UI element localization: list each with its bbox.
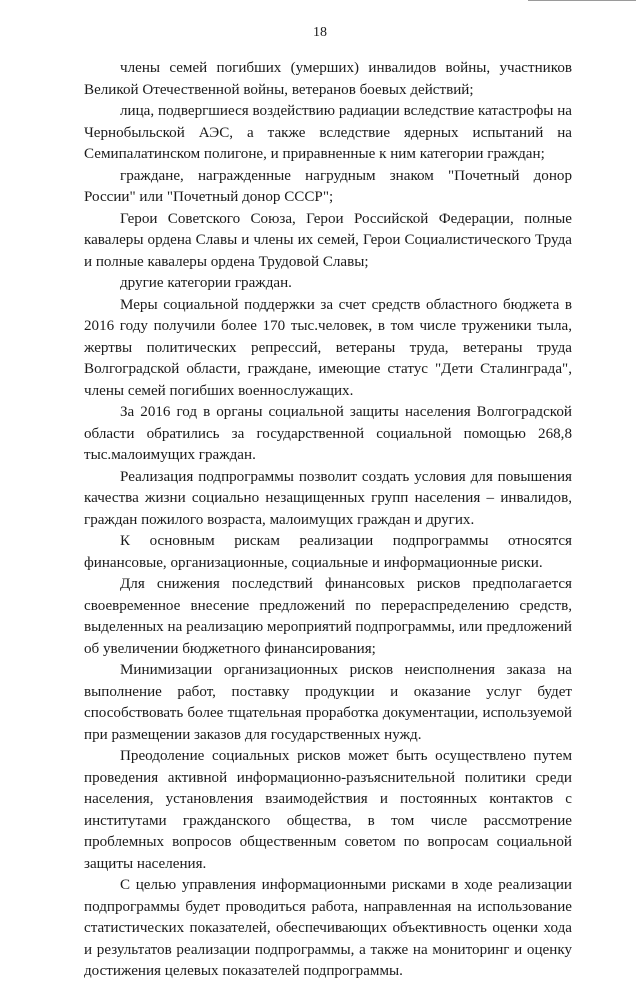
paragraph: К основным рискам реализации подпрограммы относятся финансовые, организационные, социальные и информационные риски. [84, 533, 572, 571]
paragraph: Минимизации организационных рисков неисполнения заказа на выполнение работ, поставку продукции и оказание услуг будет способствовать более тщательная проработка документации, используемой при размещении заказов для государственных нужд. [84, 662, 572, 743]
paragraph: За 2016 год в органы социальной защиты населения Волгоградской области обратились за государственной социальной помощью 268,8 тыс.малоимущих граждан. [84, 404, 572, 463]
paragraph: С целью управления информационными рисками в ходе реализации подпрограммы будет проводиться работа, направленная на использование статистических показателей, обеспечивающих объективность оценки хода и результатов реализации подпрограммы, а также на мониторинг и оценку достижения целевых показателей подпрограммы. [84, 877, 572, 979]
body-text [84, 58, 572, 983]
paragraph: Реализация подпрограммы позволит создать условия для повышения качества жизни социально незащищенных групп населения – инвалидов, граждан пожилого возраста, малоимущих граждан и других. [84, 468, 572, 528]
paragraph: Меры социальной поддержки за счет средств областного бюджета в 2016 году получили более 170 тыс.человек, в том числе труженики тыла, жертвы политических репрессий, ветераны труда, ветераны труда Волгоградской области, граждане, имеющие статус "Дети Сталинграда", члены семей погибших военнослужащих. [84, 296, 572, 399]
paragraph: граждане, награжденные нагрудным знаком "Почетный донор России" или "Почетный донор СССР"; [84, 167, 572, 205]
scan-edge-line [528, 0, 636, 3]
paragraph: Герои Советского Союза, Герои Российской Федерации, полные кавалеры ордена Славы и члены их семей, Герои Социалистического Труда и полные кавалеры ордена Трудовой Славы; [84, 210, 572, 270]
paragraph: Преодоление социальных рисков может быть осуществлено путем проведения активной информационно-разъяснительной политики среди населения, установления взаимодействия и постоянных контактов с институтами гражданского общества, в том числе рассмотрение проблемных вопросов общественным советом по вопросам социальной защиты населения. [84, 748, 572, 872]
paragraph: лица, подвергшиеся воздействию радиации вследствие катастрофы на Чернобыльской АЭС, а также вследствие ядерных испытаний на Семипалатинском полигоне, и приравненные к ним категории граждан; [84, 103, 572, 162]
page-number: 18 [313, 25, 327, 40]
paragraph: другие категории граждан. [120, 275, 292, 291]
paragraph: Для снижения последствий финансовых рисков предполагается своевременное внесение предложений по перераспределению средств, выделенных на реализацию мероприятий подпрограммы, или предложений об увеличении бюджетного финансирования; [84, 576, 572, 657]
paragraph: члены семей погибших (умерших) инвалидов войны, участников Великой Отечественной войны, ветеранов боевых действий; [84, 60, 572, 98]
